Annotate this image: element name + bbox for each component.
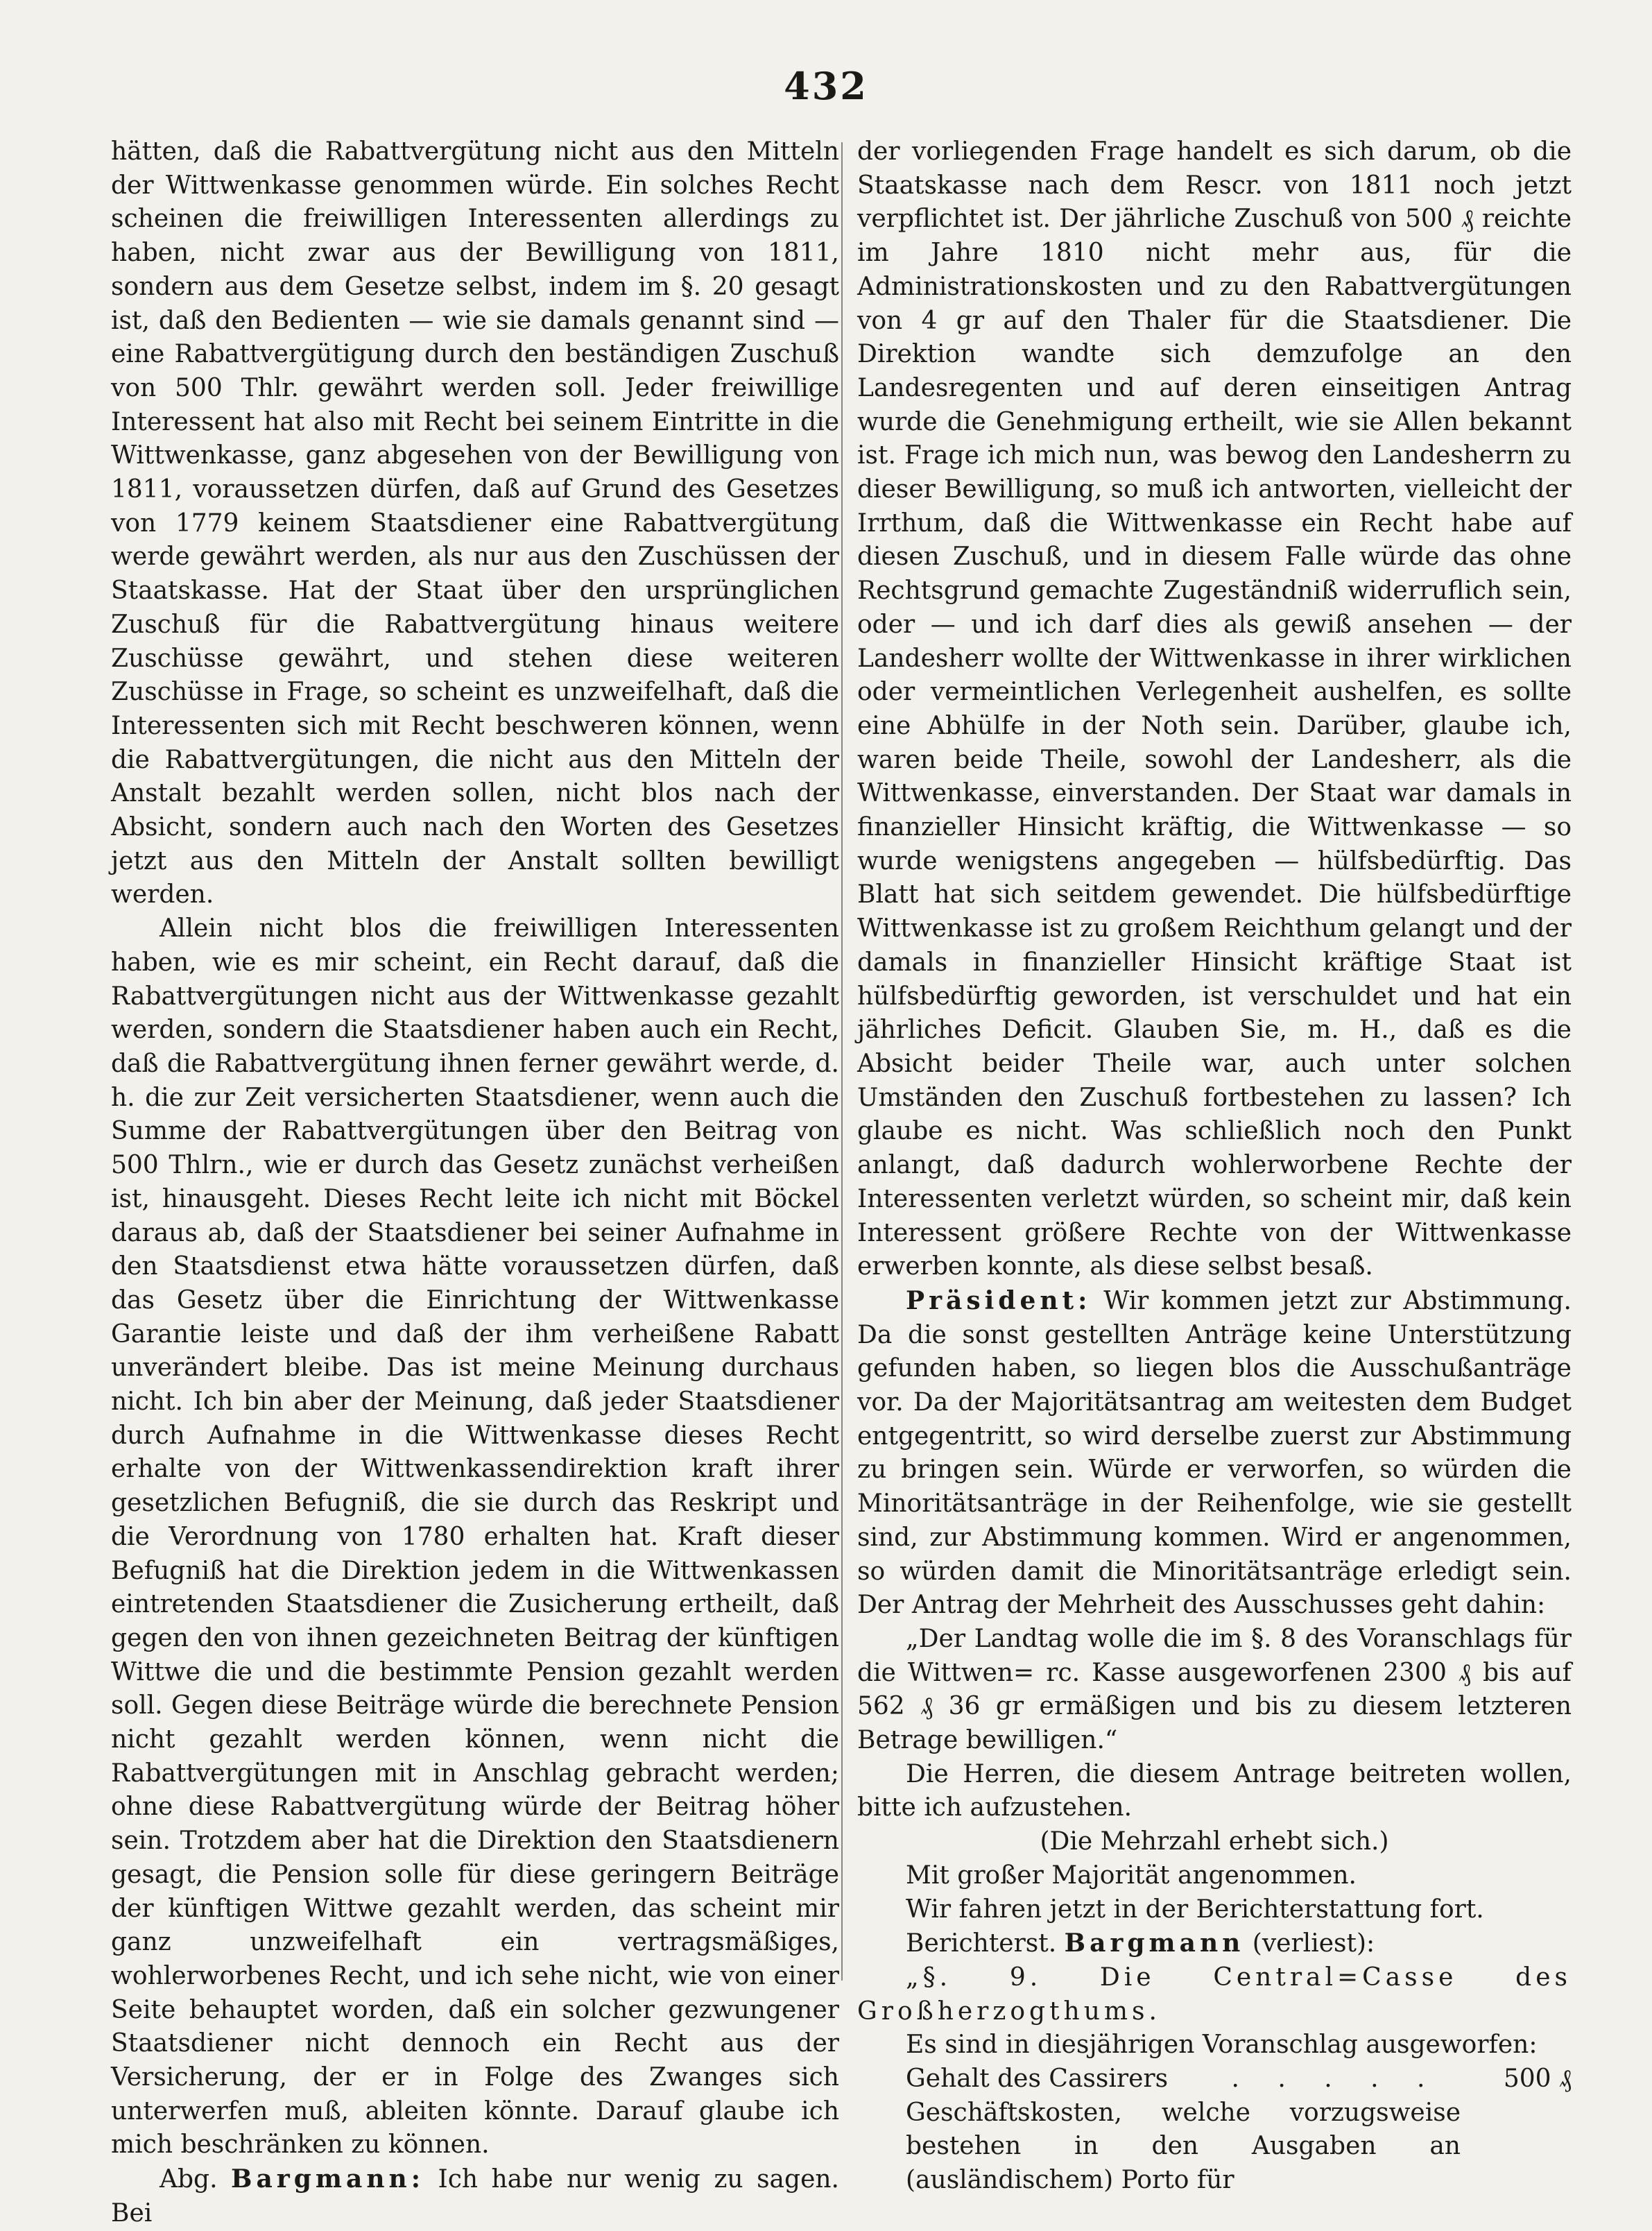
continue-report: Wir fahren jetzt in der Berichterstattung fort.: [906, 1895, 1484, 1924]
left-column: [111, 135, 839, 2231]
right-paragraph-1: der vorliegenden Frage handelt es sich darum, ob die Staatskasse nach dem Rescr. von 1811 noch jetzt verpflichtet ist. Der jährliche Zuschuß von 500 ₰ reichte im Jahre 1810 nicht mehr aus, für die Administrationskosten und zu den Rabattvergütungen von 4 gr auf den Thaler für die Staatsdiener. Die Direktion wandte sich demzufolge an den Landesregenten und auf deren einseitigen Antrag wurde die Genehmigung ertheilt, wie sie Allen bekannt ist. Frage ich mich nun, was bewog den Landesherrn zu dieser Bewilligung, so muß ich antworten, vielleicht der Irrthum, daß die Wittwenkasse ein Recht habe auf diesen Zuschuß, und in diesem Falle würde das ohne Rechtsgrund gemachte Zugeständniß widerruflich sein, oder — und ich darf dies als gewiß ansehen — der Landesherr wollte der Wittwenkasse in ihrer wirklichen oder vermeintlichen Verlegenheit aushelfen, es sollte eine Abhülfe in der Noth sein. Darüber, glaube ich, waren beide Theile, sowohl der Landesherr, als die Wittwenkasse, einverstanden. Der Staat war damals in finanzieller Hinsicht kräftig, die Wittwenkasse — so wurde wenigstens angegeben — hülfsbedürftig. Das Blatt hat sich seitdem gewendet. Die hülfsbedürftige Wittwenkasse ist zu großem Reichthum gelangt und der damals in finanzieller Hinsicht kräftige Staat ist hülfsbedürftig geworden, ist verschuldet und hat ein jährliches Deficit. Glauben Sie, m. H., daß es die Absicht beider Theile war, auch unter solchen Umständen den Zuschuß fortbestehen zu lassen? Ich glaube es nicht. Was schließlich noch den Punkt anlangt, daß dadurch wohlerworbene Rechte der Interessenten verletzt würden, so scheint mir, daß kein Interessent größere Rechte von der Wittwenkasse erwerben konnte, als diese selbst besaß.: [857, 137, 1572, 1281]
president-text: Wir kommen jetzt zur Abstimmung. Da die sonst gestellten Anträge keine Unterstützung gefunden haben, so liegen blos die Ausschußanträge vor. Da der Majoritätsantrag am weitesten dem Budget entgegentritt, so wird derselbe zuerst zur Abstimmung zu bringen sein. Würde er verworfen, so würden die Minoritätsanträge in der Reihenfolge, wie sie gestellt sind, zur Abstimmung kommen. Wird er angenommen, so würden damit die Minoritätsanträge erledigt sein. Der Antrag der Mehrheit des Ausschusses geht dahin:: [857, 1286, 1572, 1620]
reporter-line: [857, 1926, 1572, 1961]
budget-intro: Es sind in diesjährigen Voranschlag ausgeworfen:: [906, 2031, 1538, 2060]
left-speaker-paragraph: [111, 2162, 839, 2230]
line-item-1: [857, 2062, 1572, 2096]
speaker-name: Bargmann:: [231, 2164, 424, 2194]
line-item-2: Geschäftskosten, welche vorzugsweise bestehen in den Ausgaben an (ausländischem) Porto für: [906, 2098, 1461, 2195]
left-paragraph-2: Allein nicht blos die freiwilligen Interessenten haben, wie es mir scheint, ein Recht darauf, daß die Rabattvergütungen nicht aus der Wittwenkasse gezahlt werden, sondern die Staatsdiener haben auch ein Recht, daß die Rabattvergütung ihnen ferner gewährt werde, d. h. die zur Zeit versicherten Staatsdiener, wenn auch die Summe der Rabattvergütungen über den Beitrag von 500 Thlrn., wie er durch das Gesetz zunächst verheißen ist, hinausgeht. Dieses Recht leite ich nicht mit Böckel daraus ab, daß der Staatsdiener bei seiner Aufnahme in den Staatsdienst etwa hätte voraussetzen dürfen, daß das Gesetz über die Einrichtung der Wittwenkasse Garantie leiste und daß der ihm verheißene Rabatt unverändert bleibe. Das ist meine Meinung durchaus nicht. Ich bin aber der Meinung, daß jeder Staatsdiener durch Aufnahme in die Wittwenkasse dieses Recht erhalte von der Wittwenkassendirektion kraft ihrer gesetzlichen Befugniß, die sie durch das Reskript und die Verordnung von 1780 erhalten hat. Kraft dieser Befugniß hat die Direktion jedem in die Wittwenkassen eintretenden Staatsdiener die Zusicherung ertheilt, daß gegen den von ihnen gezeichneten Beitrag der künftigen Wittwe die und die bestimmte Pension gezahlt werden soll. Gegen diese Beiträge würde die berechnete Pension nicht gezahlt werden können, wenn nicht die Rabattvergütungen mit in Anschlag gebracht werden; ohne diese Rabattvergütung würde der Beitrag höher sein. Trotzdem aber hat die Direktion den Staatsdienern gesagt, die Pension solle für diese geringern Beiträge der künftigen Wittwe gezahlt werden, das scheint mir ganz unzweifelhaft ein vertragsmäßiges, wohlerworbenes Recht, und ich sehe nicht, wie von einer Seite behauptet worden, daß ein solcher gezwungener Staatsdiener nicht dennoch ein Recht aus der Versicherung, der er in Folge des Zwanges sich unterwerfen muß, ableiten könnte. Darauf glaube ich mich beschränken zu können.: [111, 914, 839, 2160]
accepted-note: Mit großer Majorität angenommen.: [906, 1861, 1357, 1890]
column-divider: [841, 142, 843, 1981]
majority-rises: (Die Mehrzahl erhebt sich.): [1040, 1827, 1389, 1856]
right-column: [857, 135, 1572, 2198]
page-number: 432: [784, 64, 868, 108]
reporter-action: (verliest):: [1252, 1929, 1375, 1958]
motion-quote: „Der Landtag wolle die im §. 8 des Voranschlags für die Wittwen= rc. Kasse ausgeworfenen 2300 ₰ bis auf 562 ₰ 36 gr ermäßigen und bis zu diesem letzteren Betrage bewilligen.“: [857, 1624, 1572, 1755]
speaker-prefix: Abg.: [160, 2165, 218, 2194]
speaker-text: Ich habe nur wenig zu sagen. Bei: [111, 2165, 840, 2228]
section-heading: „§. 9. Die Central=Casse des Großherzogthums.: [857, 1963, 1572, 2026]
president-label: Präsident:: [906, 1285, 1092, 1315]
line-item-1-label: Gehalt des Cassirers: [906, 2065, 1169, 2094]
president-paragraph: [857, 1284, 1572, 1623]
reporter-name: Bargmann: [1064, 1929, 1245, 1958]
line-item-1-amount: 500 ₰: [1503, 2065, 1572, 2094]
call-to-stand: Die Herren, die diesem Antrage beitreten wollen, bitte ich aufzustehen.: [857, 1759, 1572, 1822]
reporter-prefix: Berichterst.: [906, 1929, 1057, 1958]
line-item-1-dots: . . . . .: [1231, 2065, 1440, 2094]
left-paragraph-1: hätten, daß die Rabattvergütung nicht aus den Mitteln der Wittwenkasse genommen würde. Ein solches Recht scheinen die freiwilligen Interessenten allerdings zu haben, nicht zwar aus der Bewilligung von 1811, sondern aus dem Gesetze selbst, indem im §. 20 gesagt ist, daß den Bedienten — wie sie damals genannt sind — eine Rabattvergütigung durch den beständigen Zuschuß von 500 Thlr. gewährt werden soll. Jeder freiwillige Interessent hat also mit Recht bei seinem Eintritte in die Wittwenkasse, ganz abgesehen von der Bewilligung von 1811, voraussetzen dürfen, daß auf Grund des Gesetzes von 1779 keinem Staatsdiener eine Rabattvergütung werde gewährt werden, als nur aus den Zuschüssen der Staatskasse. Hat der Staat über den ursprünglichen Zuschuß für die Rabattvergütung hinaus weitere Zuschüsse gewährt, und stehen diese weiteren Zuschüsse in Frage, so scheint es unzweifelhaft, daß die Interessenten sich mit Recht beschweren können, wenn die Rabattvergütungen, die nicht aus den Mitteln der Anstalt bezahlt werden sollen, nicht blos nach der Absicht, sondern auch nach den Worten des Gesetzes jetzt aus den Mitteln der Anstalt sollten bewilligt werden.: [111, 137, 839, 909]
